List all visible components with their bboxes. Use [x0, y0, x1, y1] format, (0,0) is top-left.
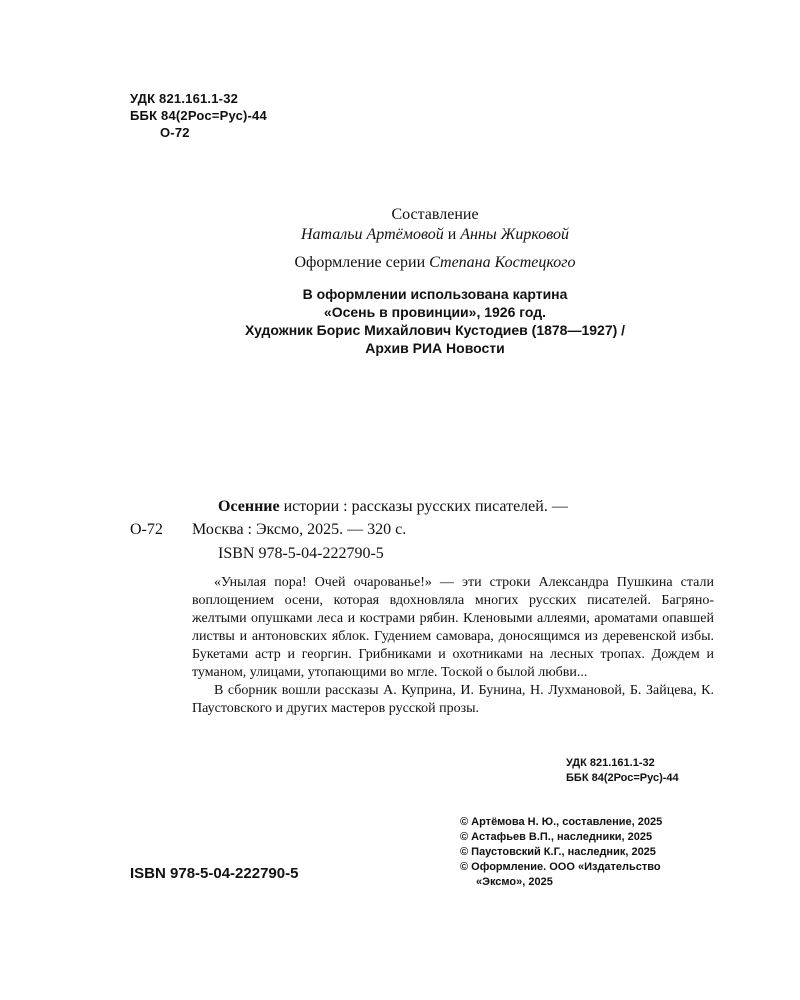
cover-line: Архив РИА Новости — [365, 340, 505, 356]
compiler-1: Натальи Артёмовой — [300, 226, 444, 243]
annotation-paragraph: В сборник вошли рассказы А. Куприна, И. Бунина, Н. Лухмановой, Б. Зайцева, К. Паустовского и других мастеров русской прозы. — [192, 683, 714, 716]
copyright-line: © Паустовский К.Г., наследник, 2025 — [460, 846, 656, 858]
publication-info: Москва : Эксмо, 2025. — 320 с. — [192, 521, 407, 538]
compilers-and: и — [443, 226, 461, 243]
udk-code: УДК 821.161.1-32 — [130, 91, 239, 106]
series-design-line — [0, 253, 800, 273]
book-title-bold: Осенние — [218, 498, 280, 515]
isbn-bottom: ISBN 978-5-04-222790-5 — [130, 865, 299, 882]
copyright-block — [460, 815, 662, 890]
book-title-line — [218, 497, 568, 517]
bbk-code: ББК 84(2Рос=Рус)-44 — [130, 108, 267, 123]
cover-line: «Осень в провинции», 1926 год. — [323, 304, 547, 320]
cover-line: Художник Борис Михайлович Кустодиев (1878—1927) / — [244, 322, 626, 338]
series-designer: Степана Костецкого — [429, 254, 576, 271]
copyright-line: «Эксмо», 2025 — [476, 876, 553, 888]
compilers-block — [0, 205, 800, 245]
copyright-line: © Астафьев В.П., наследники, 2025 — [460, 831, 653, 843]
classification-bottom — [566, 756, 679, 786]
annotation — [192, 574, 714, 718]
classification-top — [130, 90, 267, 141]
series-design-label: Оформление серии — [294, 254, 430, 271]
compilers-line — [0, 225, 800, 245]
compiler-2: Анны Жирковой — [460, 226, 570, 243]
cover-line: В оформлении использована картина — [302, 286, 568, 302]
cover-note — [0, 285, 800, 357]
annotation-paragraph: «Унылая пора! Очей очарованье!» — эти строки Александра Пушкина стали воплощением осени, которая вдохновляла многих русских писателей. Багряно-желтыми опушками леса и кострами рябин. Кленовыми аллеями, ароматами опавшей листвы и антоновских яблок. Гудением самовара, доносящимся из деревенской избы. Букетами астр и георгин. Грибниками и охотниками на лесных тропах. Дождем и туманом, улицами, утопающими во мгле. Тоской о былой любви... — [192, 575, 714, 680]
compiled-label: Составление — [391, 206, 479, 223]
author-sign-inline: О-72 — [130, 521, 163, 538]
bbk-code: ББК 84(2Рос=Рус)-44 — [566, 772, 679, 784]
isbn-line: ISBN 978-5-04-222790-5 — [218, 545, 384, 562]
udk-code: УДК 821.161.1-32 — [566, 757, 655, 769]
copyright-line: © Артёмова Н. Ю., составление, 2025 — [460, 816, 663, 828]
author-sign: О-72 — [160, 125, 190, 140]
book-title-rest: истории : рассказы русских писателей. — — [279, 498, 568, 515]
copyright-line: © Оформление. ООО «Издательство — [460, 861, 661, 873]
